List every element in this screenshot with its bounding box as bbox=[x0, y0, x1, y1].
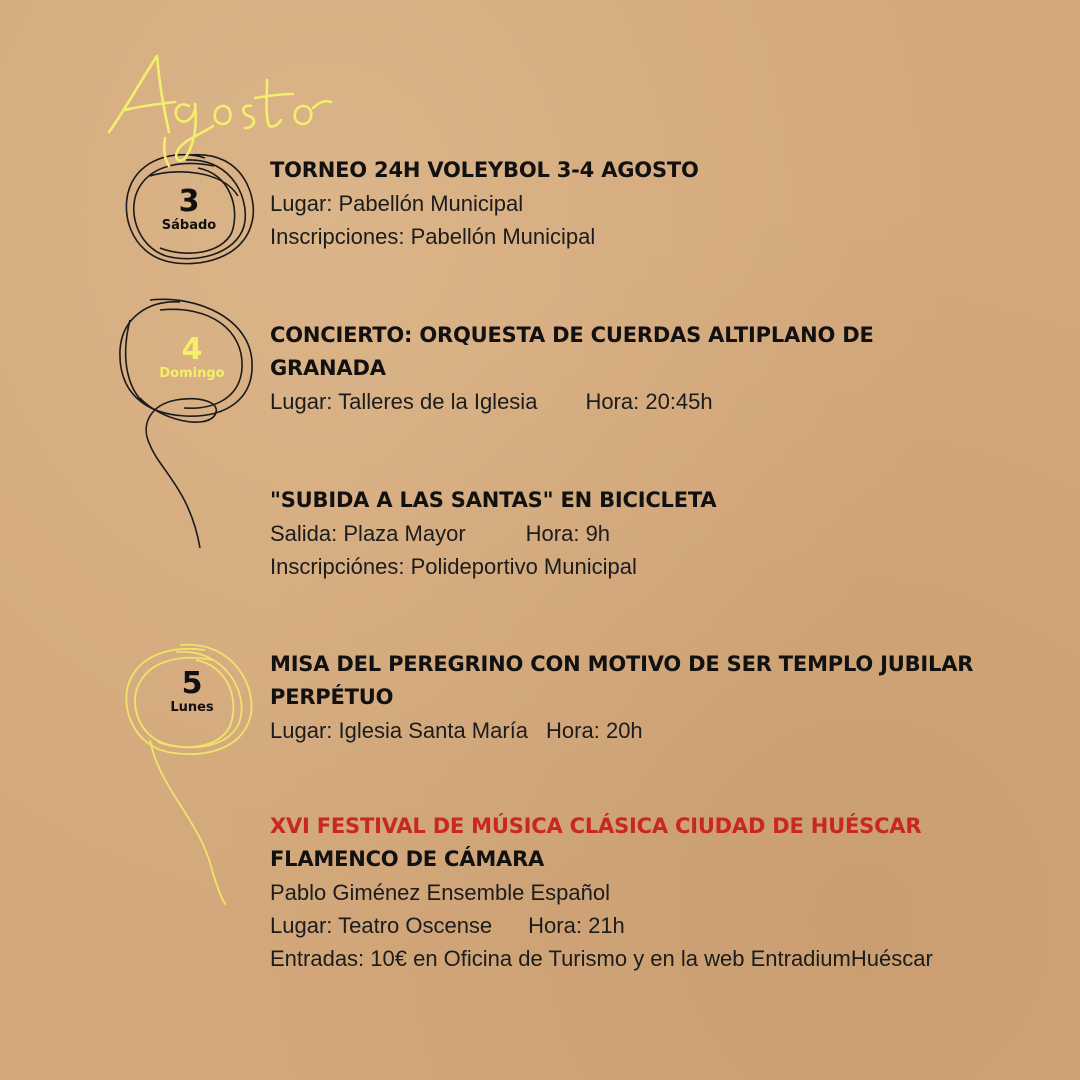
event-title-continued: GRANADA bbox=[270, 356, 386, 380]
event-festival-musica bbox=[270, 810, 1060, 975]
event-title: CONCIERTO: ORQUESTA DE CUERDAS ALTIPLANO DE bbox=[270, 323, 874, 347]
event-time: Hora: 21h bbox=[528, 913, 625, 938]
day-number: 3 bbox=[178, 184, 200, 219]
event-registration: Inscripciónes: Polideportivo Municipal bbox=[270, 554, 637, 579]
event-misa-peregrino bbox=[270, 648, 1060, 747]
event-subida-bicicleta bbox=[270, 484, 1060, 583]
event-details-row bbox=[270, 517, 1060, 550]
event-location: Lugar: Teatro Oscense bbox=[270, 913, 493, 938]
day-name: Sábado bbox=[161, 218, 217, 233]
event-voleybol bbox=[270, 154, 1060, 253]
event-registration: Inscripciones: Pabellón Municipal bbox=[270, 224, 596, 249]
day-badge-4 bbox=[132, 334, 252, 382]
event-time: Hora: 20h bbox=[546, 718, 643, 743]
event-title: TORNEO 24H VOLEYBOL 3-4 AGOSTO bbox=[270, 158, 699, 182]
event-title-continued: PERPÉTUO bbox=[270, 685, 394, 709]
event-tickets: Entradas: 10€ en Oficina de Turismo y en la web EntradiumHuéscar bbox=[270, 946, 933, 971]
svg-text:Agosto: Agosto bbox=[105, 40, 109, 41]
event-title: MISA DEL PEREGRINO CON MOTIVO DE SER TEMPLO JUBILAR bbox=[270, 652, 974, 676]
day-badge-5 bbox=[132, 668, 252, 716]
event-time: Hora: 20:45h bbox=[585, 389, 713, 414]
event-time: Hora: 9h bbox=[525, 521, 611, 546]
day-name: Domingo bbox=[159, 366, 225, 381]
event-concierto bbox=[270, 319, 1060, 418]
event-details-row bbox=[270, 909, 1060, 942]
event-location: Lugar: Pabellón Municipal bbox=[270, 191, 524, 216]
event-location: Lugar: Iglesia Santa María bbox=[270, 718, 529, 743]
month-script-lettering bbox=[105, 40, 335, 170]
event-artist: Pablo Giménez Ensemble Español bbox=[270, 880, 610, 905]
month-title bbox=[105, 40, 335, 170]
event-details-row bbox=[270, 385, 1060, 418]
event-details-row bbox=[270, 714, 1060, 747]
event-title: FLAMENCO DE CÁMARA bbox=[270, 847, 545, 871]
day-name: Lunes bbox=[170, 700, 214, 715]
festival-title: XVI FESTIVAL DE MÚSICA CLÁSICA CIUDAD DE HUÉSCAR bbox=[270, 814, 922, 838]
event-location: Lugar: Talleres de la Iglesia bbox=[270, 389, 538, 414]
day-number: 4 bbox=[181, 332, 203, 367]
event-title: "SUBIDA A LAS SANTAS" EN BICICLETA bbox=[270, 488, 717, 512]
day-badge-3 bbox=[129, 186, 249, 234]
day-number: 5 bbox=[181, 666, 203, 701]
event-start-location: Salida: Plaza Mayor bbox=[270, 521, 466, 546]
